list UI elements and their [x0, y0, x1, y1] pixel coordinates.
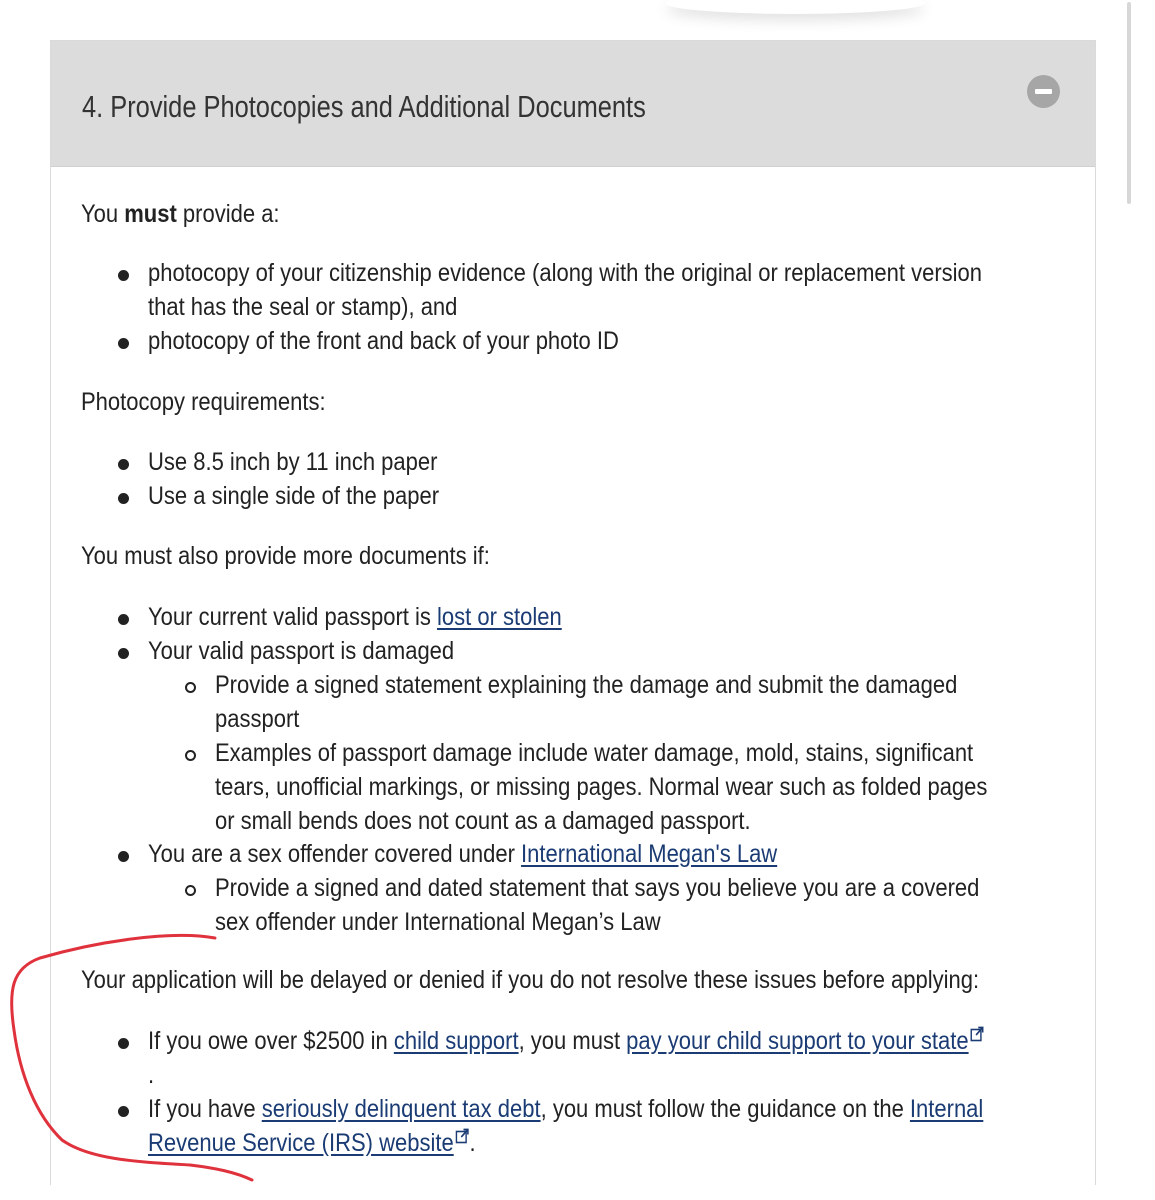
list-item-line: photocopy of your citizenship evidence (along with the original or replacement version: [148, 259, 983, 287]
photocopy-requirements-heading: Photocopy requirements:: [81, 388, 326, 416]
list-item-text: , you must: [518, 1027, 627, 1055]
accordion-section: [50, 40, 1096, 1185]
bullet: [118, 493, 129, 504]
sub-list-item: [215, 668, 1051, 736]
must-provide-prefix: You: [81, 200, 125, 228]
list-item-text: Your current valid passport is: [148, 603, 437, 631]
sub-list-item-line: Provide a signed statement explaining the damage and submit the damaged: [215, 671, 958, 699]
sub-list-item: [215, 871, 1051, 939]
list-item: Your valid passport is damaged: [148, 637, 455, 665]
irs-website-link[interactable]: Revenue Service (IRS) website: [148, 1129, 454, 1157]
list-item-text: If you have: [148, 1095, 262, 1123]
bullet: [118, 270, 129, 281]
list-item-line: that has the seal or stamp), and: [148, 293, 458, 321]
bullet: [118, 1106, 129, 1117]
sub-bullet: [185, 750, 196, 761]
sub-bullet: [185, 885, 196, 896]
accordion-header[interactable]: [51, 41, 1095, 167]
list-item: Use a single side of the paper: [148, 482, 440, 510]
pay-child-support-link[interactable]: pay your child support to your state: [626, 1027, 969, 1055]
list-item-text: .: [469, 1129, 476, 1157]
sub-list-item-line: sex offender under International Megan’s Law: [215, 908, 661, 936]
list-item: [148, 837, 1054, 871]
must-provide-heading: [81, 197, 280, 231]
scrollbar[interactable]: [1127, 2, 1131, 204]
bullet: [118, 648, 129, 659]
external-link-icon: [455, 1128, 469, 1144]
minus-circle-icon[interactable]: [1027, 75, 1060, 108]
tax-debt-link[interactable]: seriously delinquent tax debt: [261, 1095, 541, 1123]
sub-list-item-line: Examples of passport damage include water damage, mold, stains, significant: [215, 739, 974, 767]
external-link-icon: [970, 1026, 984, 1042]
sub-list-item: [215, 736, 1051, 838]
bullet: [118, 614, 129, 625]
more-documents-heading: You must also provide more documents if:: [81, 542, 490, 570]
list-item: [148, 1092, 1054, 1160]
delays-heading: Your application will be delayed or denied if you do not resolve these issues before applying:: [81, 966, 980, 994]
sub-list-item-line: Provide a signed and dated statement that says you believe you are a covered: [215, 874, 980, 902]
section-title: 4. Provide Photocopies and Additional Documents: [82, 89, 646, 124]
list-item-text: If you owe over $2500 in: [148, 1027, 394, 1055]
list-item: Use 8.5 inch by 11 inch paper: [148, 448, 438, 476]
list-item-text: .: [148, 1061, 155, 1089]
list-item: photocopy of the front and back of your photo ID: [148, 327, 619, 355]
must-provide-suffix: provide a:: [176, 200, 280, 228]
list-item-text: , you must follow the guidance on the: [540, 1095, 910, 1123]
bullet: [118, 1038, 129, 1049]
child-support-link[interactable]: child support: [393, 1027, 519, 1055]
list-item: [148, 600, 1054, 634]
lost-or-stolen-link[interactable]: lost or stolen: [436, 603, 562, 631]
minus-bar: [1035, 89, 1052, 94]
bullet: [118, 459, 129, 470]
must-emphasis: must: [124, 200, 177, 228]
list-item: [148, 1024, 1054, 1092]
sub-bullet: [185, 682, 196, 693]
sub-list-item-line: passport: [215, 705, 300, 733]
bullet: [118, 338, 129, 349]
international-megans-law-link[interactable]: International Megan's Law: [521, 840, 778, 868]
list-item: [148, 256, 1054, 324]
irs-website-link[interactable]: Internal: [909, 1095, 984, 1123]
list-item-text: You are a sex offender covered under: [148, 840, 522, 868]
bullet: [118, 851, 129, 862]
sub-list-item-line: tears, unofficial markings, or missing pages. Normal wear such as folded pages: [215, 773, 988, 801]
top-shadow: [665, 0, 925, 14]
sub-list-item-line: or small bends does not count as a damaged passport.: [215, 807, 751, 835]
